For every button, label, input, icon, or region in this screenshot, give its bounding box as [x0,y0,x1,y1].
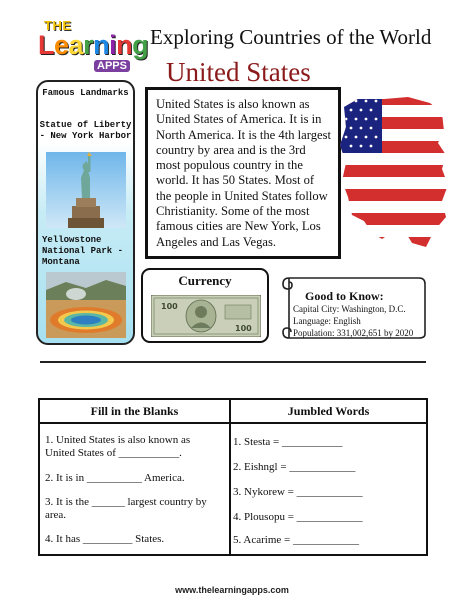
currency-box [141,268,269,343]
country-name: United States [166,57,311,87]
exercise-table [38,398,428,556]
landmark-name: Yellowstone National Park - Montana [42,235,124,267]
page-title: Exploring Countries of the World [150,25,432,49]
footer-url[interactable]: www.thelearningapps.com [175,585,289,595]
jumbled-word: 3. Nykorew = ____________ [233,486,363,498]
fill-in-blanks-header: Fill in the Blanks [90,404,179,418]
currency-title: Currency [178,273,232,288]
jumbled-word: 5. Acarime = ____________ [233,534,359,546]
landmarks-panel [36,80,135,345]
jumbled-words-header: Jumbled Words [287,404,370,418]
bill-value: 100 [161,302,178,311]
us-flag-map-icon [338,93,450,251]
landmarks-title: Famous Landmarks [42,88,129,98]
dollar-bill-icon [151,295,261,337]
bill-value: 100 [235,324,252,333]
jumbled-word: 1. Stesta = ___________ [233,436,343,448]
fill-question: 4. It has _________ States. [45,533,165,545]
learning-apps-logo [38,18,149,76]
landmark-name: Statue of Liberty - New York Harbor [39,120,132,141]
logo-text-apps: APPS [94,60,130,72]
divider [40,361,426,363]
fill-question: 3. It is the ______ largest country by area. [45,496,207,521]
jumbled-word: 4. Plousopu = ____________ [233,511,363,523]
good-to-know-title: Good to Know: [305,289,384,303]
language: Language: English [293,316,361,326]
table-header-line [40,422,426,424]
logo-text-the: THE [44,18,72,33]
fill-question: 1. United States is also known as United States of ___________. [45,434,191,459]
jumbled-word: 2. Eishngl = ____________ [233,461,356,473]
country-description: United States is also known as United States of America. It is in North America. It is the 4th largest country by area and is the 3rd most populous country in the world. It has 50 States. Most of the people in United States follow Christianity. Some of the most famous cities are New York, Los Angeles and Las Vegas. [145,87,341,259]
statue-of-liberty-photo [46,152,126,228]
fill-question: 2. It is in __________ America. [45,472,185,484]
good-to-know-box [279,272,429,340]
population: Population: 331,002,651 by 2020 [293,328,414,338]
yellowstone-photo [46,272,126,338]
capital-city: Capital City: Washington, D.C. [293,304,406,314]
logo-text-learning: Learning [38,30,149,60]
